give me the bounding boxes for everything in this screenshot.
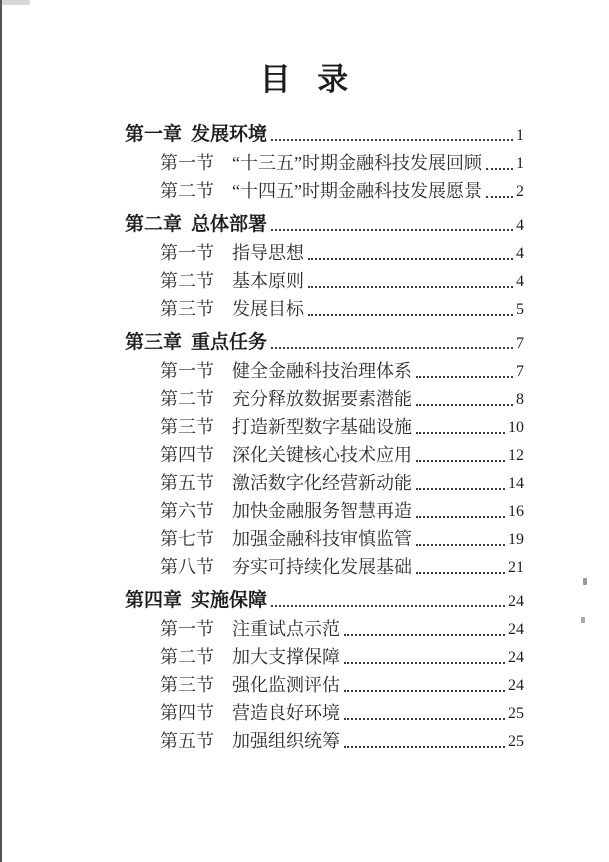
section-label: 第五节 (160, 473, 214, 493)
toc-section-row (125, 439, 524, 467)
page-number: 2 (516, 183, 524, 200)
section-label: 第二节 (160, 271, 214, 291)
chapter-label: 第四章 (125, 590, 183, 611)
page-number: 8 (516, 391, 524, 408)
chapter-label: 第一章 (125, 124, 183, 145)
dot-leader (416, 572, 505, 574)
section-label: 第一节 (160, 153, 214, 173)
page-number: 21 (508, 559, 524, 576)
toc-section-row (125, 147, 524, 175)
scan-edge-artifact (0, 0, 2, 862)
section-label: 第四节 (160, 703, 214, 723)
dot-leader (271, 229, 513, 231)
section-label: 第六节 (160, 501, 214, 521)
dot-leader (271, 347, 513, 349)
page-number: 4 (516, 245, 524, 262)
dot-leader (416, 488, 505, 490)
page-number: 19 (508, 531, 524, 548)
dot-leader (416, 376, 513, 378)
section-title: 充分释放数据要素潜能 (232, 389, 412, 409)
page-number: 7 (516, 335, 524, 352)
chapter-label: 第二章 (125, 214, 183, 235)
toc-section-row (125, 467, 524, 495)
page-number: 7 (516, 363, 524, 380)
section-label: 第三节 (160, 299, 214, 319)
section-title: 加大支撑保障 (232, 647, 340, 667)
chapter-title: 实施保障 (191, 590, 268, 611)
section-title: 打造新型数字基础设施 (232, 417, 412, 437)
section-title: 营造良好环境 (232, 703, 340, 723)
page-number: 24 (508, 649, 524, 666)
page-number: 5 (516, 301, 524, 318)
dot-leader (486, 196, 513, 198)
toc-chapter-row (125, 119, 524, 147)
page-number: 14 (508, 475, 524, 492)
toc-section-row (125, 523, 524, 551)
page-number: 1 (516, 155, 524, 172)
chapter-title: 重点任务 (191, 332, 268, 353)
section-title: 基本原则 (232, 271, 304, 291)
dot-leader (344, 690, 505, 692)
section-label: 第七节 (160, 529, 214, 549)
section-title: 激活数字化经营新动能 (232, 473, 412, 493)
dot-leader (344, 746, 505, 748)
section-label: 第二节 (160, 647, 214, 667)
page-number: 4 (516, 217, 524, 234)
section-label: 第一节 (160, 619, 214, 639)
section-label: 第一节 (160, 243, 214, 263)
toc-chapter-row (125, 585, 524, 613)
table-of-contents (125, 119, 524, 753)
page-number: 25 (508, 733, 524, 750)
dot-leader (344, 662, 505, 664)
section-title: 加快金融服务智慧再造 (232, 501, 412, 521)
toc-section-row (125, 495, 524, 523)
toc-section-row (125, 641, 524, 669)
chapter-title: 发展环境 (191, 124, 268, 145)
page-title: 目 录 (259, 62, 350, 97)
toc-section-row (125, 383, 524, 411)
page-number: 24 (508, 621, 524, 638)
toc-section-row (125, 355, 524, 383)
toc-section-row (125, 725, 524, 753)
scan-smudge-artifact (2, 0, 30, 5)
dot-leader (416, 432, 505, 434)
section-label: 第一节 (160, 361, 214, 381)
dot-leader (416, 460, 505, 462)
dot-leader (271, 139, 513, 141)
page-number: 24 (508, 677, 524, 694)
section-label: 第二节 (160, 181, 214, 201)
section-title: 注重试点示范 (232, 619, 340, 639)
toc-section-row (125, 175, 524, 203)
section-title: 发展目标 (232, 299, 304, 319)
toc-section-row (125, 551, 524, 579)
chapter-label: 第三章 (125, 332, 183, 353)
toc-section-row (125, 411, 524, 439)
section-title: 深化关键核心技术应用 (232, 445, 412, 465)
dot-leader (416, 404, 513, 406)
page-number: 1 (516, 127, 524, 144)
page-number: 10 (508, 419, 524, 436)
chapter-title: 总体部署 (191, 214, 268, 235)
dot-leader (271, 605, 505, 607)
dot-leader (344, 718, 505, 720)
section-title: “十三五”时期金融科技发展回顾 (232, 153, 482, 173)
section-label: 第三节 (160, 675, 214, 695)
section-title: “十四五”时期金融科技发展愿景 (232, 181, 482, 201)
toc-chapter-row (125, 209, 524, 237)
section-label: 第二节 (160, 389, 214, 409)
section-title: 指导思想 (232, 243, 304, 263)
dot-leader (308, 314, 513, 316)
section-title: 加强组织统筹 (232, 731, 340, 751)
toc-chapter-row (125, 327, 524, 355)
toc-section-row (125, 265, 524, 293)
section-label: 第三节 (160, 417, 214, 437)
page-number: 25 (508, 705, 524, 722)
toc-section-row (125, 237, 524, 265)
section-label: 第五节 (160, 731, 214, 751)
page-number: 4 (516, 273, 524, 290)
page-number: 24 (508, 593, 524, 610)
section-title: 强化监测评估 (232, 675, 340, 695)
dot-leader (308, 286, 513, 288)
dot-leader (416, 516, 505, 518)
toc-section-row (125, 669, 524, 697)
section-title: 加强金融科技审慎监管 (232, 529, 412, 549)
dot-leader (486, 168, 513, 170)
section-title: 夯实可持续化发展基础 (232, 557, 412, 577)
dot-leader (344, 634, 505, 636)
toc-section-row (125, 293, 524, 321)
toc-section-row (125, 613, 524, 641)
section-label: 第八节 (160, 557, 214, 577)
toc-section-row (125, 697, 524, 725)
section-title: 健全金融科技治理体系 (232, 361, 412, 381)
dot-leader (308, 258, 513, 260)
page-number: 12 (508, 447, 524, 464)
page-number: 16 (508, 503, 524, 520)
scan-speck-artifact (581, 617, 585, 623)
section-label: 第四节 (160, 445, 214, 465)
dot-leader (416, 544, 505, 546)
scan-speck-artifact (583, 578, 587, 585)
